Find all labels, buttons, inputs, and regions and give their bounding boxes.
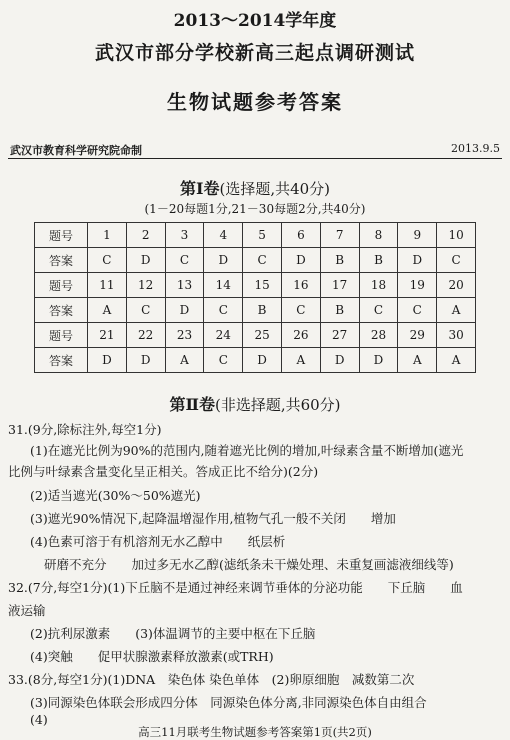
question-number-cell: 30 bbox=[437, 323, 476, 348]
answer-cell: D bbox=[126, 248, 165, 273]
answer-cell: D bbox=[126, 348, 165, 373]
answer-cell: D bbox=[320, 348, 359, 373]
answer-row bbox=[35, 348, 476, 373]
school-year: 2013～2014学年度 bbox=[173, 11, 337, 31]
answer-cell: A bbox=[88, 298, 127, 323]
part1-heading bbox=[0, 176, 510, 199]
question-number-cell: 15 bbox=[243, 273, 282, 298]
answer-cell: D bbox=[398, 248, 437, 273]
question-number-cell: 7 bbox=[320, 223, 359, 248]
question-number-cell: 8 bbox=[359, 223, 398, 248]
q31-answer-3: (3)遮光90%情况下,起降温增湿作用,植物气孔一般不关闭 增加 bbox=[30, 511, 396, 526]
part2-title: 第Ⅱ卷 bbox=[169, 395, 215, 414]
q31-answer-1: (1)在遮光比例为90%的范围内,随着遮光比例的增加,叶绿素含量不断增加(遮光 bbox=[30, 443, 464, 458]
part1-scoring-note: (1－20每题1分,21－30每题2分,共40分) bbox=[144, 202, 366, 216]
answer-cell: A bbox=[437, 348, 476, 373]
number-row-label: 题号 bbox=[35, 323, 88, 348]
publisher: 武汉市教育科学研究院命制 bbox=[10, 144, 142, 157]
answer-cell: D bbox=[281, 248, 320, 273]
answer-cell: B bbox=[320, 298, 359, 323]
q31-header: 31.(9分,除标注外,每空1分) bbox=[8, 422, 162, 437]
question-number-cell: 18 bbox=[359, 273, 398, 298]
answer-cell: D bbox=[243, 348, 282, 373]
answer-cell: C bbox=[126, 298, 165, 323]
document-title: 生物试题参考答案 bbox=[167, 90, 343, 114]
part1-title: 第Ⅰ卷 bbox=[179, 179, 220, 198]
question-number-cell: 13 bbox=[165, 273, 204, 298]
question-number-cell: 27 bbox=[320, 323, 359, 348]
answer-cell: C bbox=[281, 298, 320, 323]
answer-row-label: 答案 bbox=[35, 348, 88, 373]
question-number-cell: 4 bbox=[204, 223, 243, 248]
answer-cell: C bbox=[204, 348, 243, 373]
answer-cell: B bbox=[243, 298, 282, 323]
q31-answer-4: (4)色素可溶于有机溶剂无水乙醇中 纸层析 bbox=[30, 534, 286, 549]
question-number-cell: 2 bbox=[126, 223, 165, 248]
answer-cell: C bbox=[88, 248, 127, 273]
publish-date: 2013.9.5 bbox=[451, 142, 500, 155]
question-number-cell: 10 bbox=[437, 223, 476, 248]
q31-answer-1-cont: 比例与叶绿素含量变化呈正相关。答成正比不给分)(2分) bbox=[8, 464, 319, 479]
answer-cell: A bbox=[398, 348, 437, 373]
answer-cell: C bbox=[204, 298, 243, 323]
q33-header: 33.(8分,每空1分)(1)DNA 染色体 染色单体 (2)卵原细胞 减数第二次 bbox=[8, 672, 415, 687]
answer-cell: D bbox=[204, 248, 243, 273]
question-number-cell: 22 bbox=[126, 323, 165, 348]
question-number-cell: 21 bbox=[88, 323, 127, 348]
question-number-cell: 17 bbox=[320, 273, 359, 298]
answer-cell: D bbox=[88, 348, 127, 373]
question-number-cell: 28 bbox=[359, 323, 398, 348]
part1-title-note: (选择题,共40分) bbox=[219, 180, 331, 198]
question-number-cell: 6 bbox=[281, 223, 320, 248]
q33-answer-4: (4) bbox=[30, 712, 48, 727]
answer-row bbox=[35, 298, 476, 323]
answer-cell: A bbox=[281, 348, 320, 373]
number-row-label: 题号 bbox=[35, 223, 88, 248]
answer-cell: A bbox=[165, 348, 204, 373]
q32-answer-1-cont: 液运输 bbox=[8, 603, 46, 618]
answer-cell: B bbox=[359, 248, 398, 273]
answer-row-label: 答案 bbox=[35, 298, 88, 323]
answer-cell: D bbox=[165, 298, 204, 323]
number-row bbox=[35, 223, 476, 248]
answer-row bbox=[35, 248, 476, 273]
answer-table bbox=[34, 222, 476, 373]
q33-answer-3: (3)同源染色体联会形成四分体 同源染色体分离,非同源染色体自由组合 bbox=[30, 695, 427, 710]
question-number-cell: 14 bbox=[204, 273, 243, 298]
answer-cell: C bbox=[359, 298, 398, 323]
question-number-cell: 5 bbox=[243, 223, 282, 248]
q32-answer-2: (2)抗利尿激素 (3)体温调节的主要中枢在下丘脑 bbox=[30, 626, 316, 641]
answer-cell: C bbox=[437, 248, 476, 273]
question-number-cell: 3 bbox=[165, 223, 204, 248]
question-number-cell: 23 bbox=[165, 323, 204, 348]
question-number-cell: 25 bbox=[243, 323, 282, 348]
answer-cell: A bbox=[437, 298, 476, 323]
part2-heading bbox=[0, 392, 510, 415]
number-row bbox=[35, 273, 476, 298]
question-number-cell: 20 bbox=[437, 273, 476, 298]
question-number-cell: 29 bbox=[398, 323, 437, 348]
question-number-cell: 19 bbox=[398, 273, 437, 298]
answer-cell: B bbox=[320, 248, 359, 273]
question-number-cell: 26 bbox=[281, 323, 320, 348]
number-row bbox=[35, 323, 476, 348]
question-number-cell: 9 bbox=[398, 223, 437, 248]
q32-header: 32.(7分,每空1分)(1)下丘脑不是通过神经来调节垂体的分泌功能 下丘脑 血 bbox=[8, 580, 463, 595]
question-number-cell: 11 bbox=[88, 273, 127, 298]
q31-answer-2: (2)适当遮光(30%～50%遮光) bbox=[30, 488, 201, 503]
question-number-cell: 12 bbox=[126, 273, 165, 298]
header-divider bbox=[8, 158, 502, 159]
question-number-cell: 16 bbox=[281, 273, 320, 298]
question-number-cell: 24 bbox=[204, 323, 243, 348]
page-footer: 高三11月联考生物试题参考答案第1页(共2页) bbox=[138, 725, 372, 739]
exam-title: 武汉市部分学校新高三起点调研测试 bbox=[94, 42, 415, 64]
q32-answer-4: (4)突触 促甲状腺激素释放激素(或TRH) bbox=[30, 649, 274, 664]
answer-cell: C bbox=[165, 248, 204, 273]
question-number-cell: 1 bbox=[88, 223, 127, 248]
part2-title-note: (非选择题,共60分) bbox=[214, 396, 341, 414]
number-row-label: 题号 bbox=[35, 273, 88, 298]
q31-answer-4-cont: 研磨不充分 加过多无水乙醇(滤纸条未干燥处理、未重复画滤液细线等) bbox=[44, 557, 454, 572]
answer-row-label: 答案 bbox=[35, 248, 88, 273]
answer-cell: D bbox=[359, 348, 398, 373]
answer-cell: C bbox=[243, 248, 282, 273]
answer-cell: C bbox=[398, 298, 437, 323]
